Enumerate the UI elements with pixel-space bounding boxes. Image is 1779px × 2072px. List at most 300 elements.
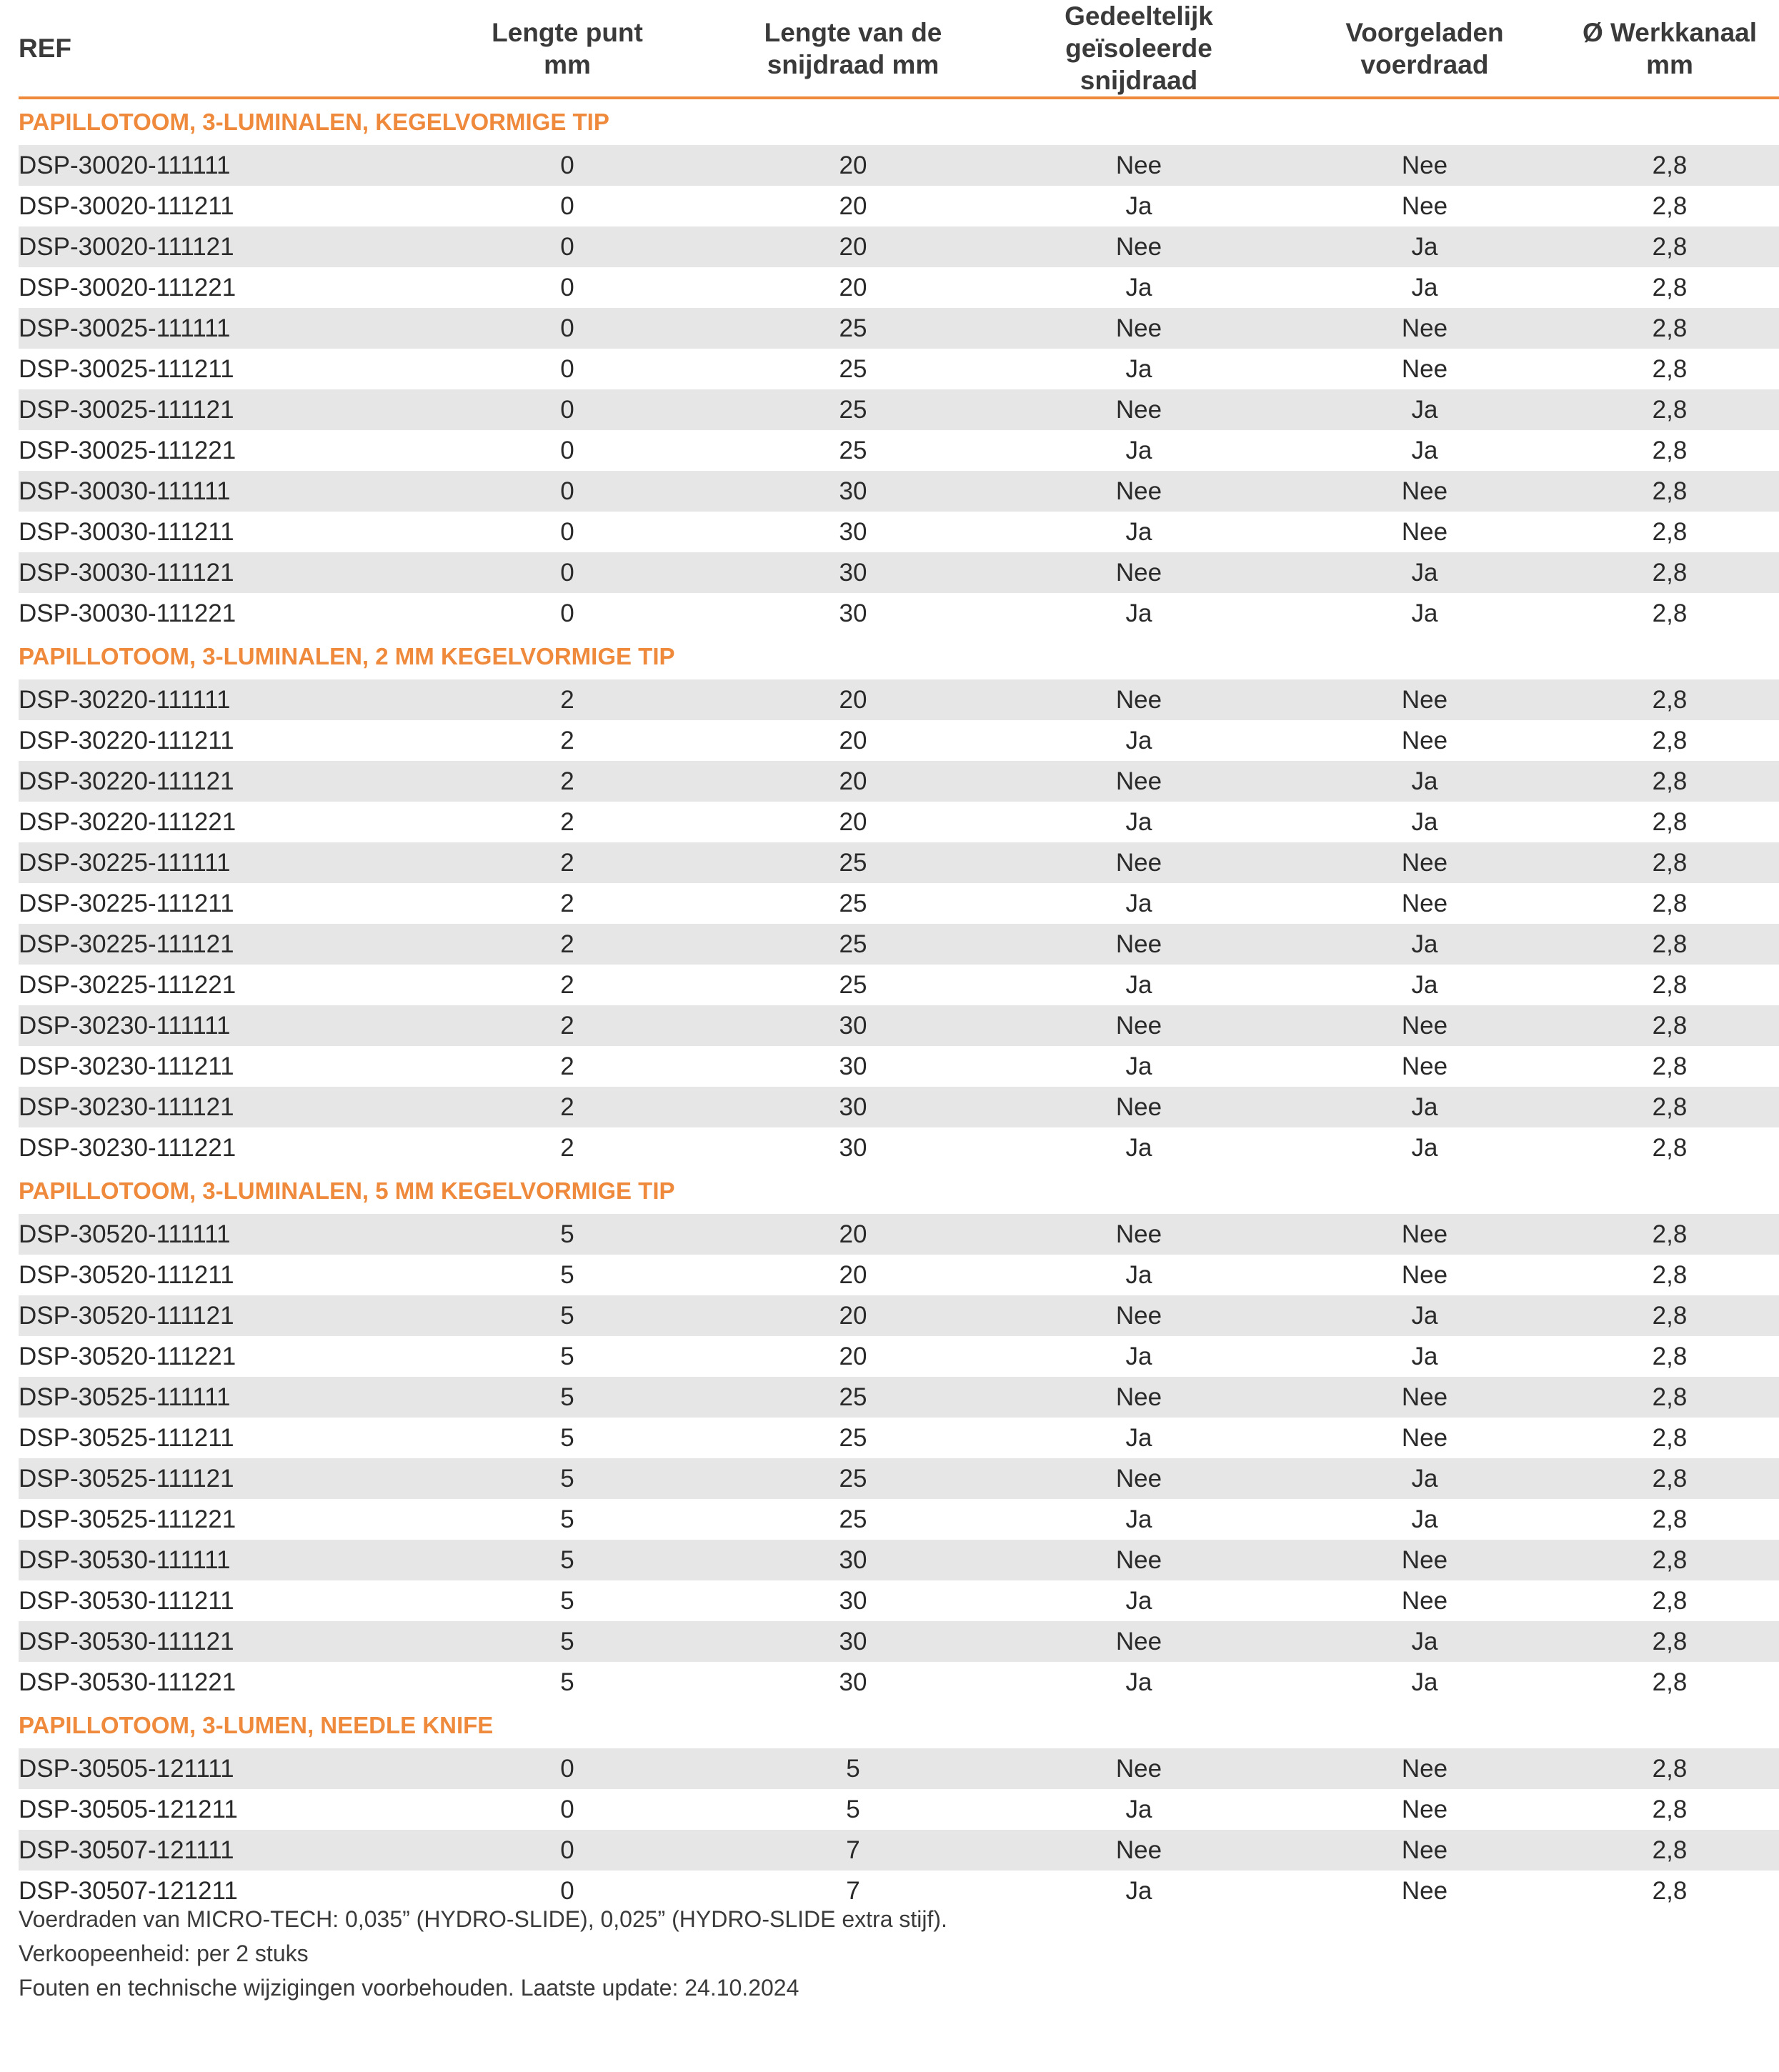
- section-title: PAPILLOTOOM, 3-LUMINALEN, KEGELVORMIGE TIP: [19, 109, 609, 135]
- table-row: [19, 552, 1779, 593]
- section-header-row: [19, 1703, 1779, 1748]
- cell-tip-length: 0: [560, 1795, 574, 1823]
- table-row: [19, 1336, 1779, 1377]
- cell-ref: DSP-30025-111111: [19, 308, 417, 349]
- header-tip-length-line1: Lengte punt: [492, 17, 643, 47]
- table-row: [19, 1748, 1779, 1789]
- cell-insulated: Nee: [989, 1458, 1289, 1499]
- header-preloaded: [1289, 0, 1560, 98]
- cell-insulated: Nee: [989, 1621, 1289, 1662]
- cell-wire-length: 20: [839, 273, 867, 302]
- cell-wire-length: 20: [839, 1260, 867, 1289]
- product-table-container: [19, 0, 1779, 1911]
- table-row: [19, 924, 1779, 965]
- cell-channel: 2,8: [1560, 761, 1779, 802]
- cell-ref: DSP-30230-111111: [19, 1005, 417, 1046]
- cell-wire-length: 25: [839, 970, 867, 999]
- cell-insulated: Nee: [989, 924, 1289, 965]
- cell-preloaded: Nee: [1401, 1423, 1448, 1452]
- table-row: [19, 1005, 1779, 1046]
- cell-insulated: Ja: [1125, 354, 1152, 383]
- cell-insulated: Ja: [1125, 1668, 1152, 1696]
- cell-preloaded: Ja: [1411, 1133, 1438, 1162]
- cell-channel: 2,8: [1652, 1586, 1688, 1615]
- cell-insulated: Ja: [1125, 517, 1152, 546]
- cell-wire-length: 25: [717, 842, 989, 883]
- table-row: [19, 226, 1779, 267]
- footnote-sales-unit: Verkoopeenheid: per 2 stuks: [19, 1941, 309, 1966]
- cell-tip-length: 0: [560, 354, 574, 383]
- cell-ref: DSP-30230-111211: [19, 1052, 234, 1080]
- table-row: [19, 145, 1779, 186]
- cell-insulated: Ja: [1125, 1342, 1152, 1370]
- cell-tip-length: 0: [560, 1876, 574, 1905]
- cell-ref: DSP-30525-111211: [19, 1423, 234, 1452]
- cell-ref: DSP-30525-111111: [19, 1377, 417, 1418]
- cell-preloaded: Ja: [1411, 1505, 1438, 1533]
- cell-ref: DSP-30530-111221: [19, 1668, 236, 1696]
- cell-channel: 2,8: [1652, 1795, 1688, 1823]
- table-row: [19, 1458, 1779, 1499]
- cell-channel: 2,8: [1652, 1668, 1688, 1696]
- cell-wire-length: 30: [717, 552, 989, 593]
- cell-tip-length: 0: [417, 1830, 717, 1871]
- cell-tip-length: 0: [560, 436, 574, 464]
- cell-ref: DSP-30520-111111: [19, 1214, 417, 1255]
- cell-tip-length: 2: [560, 1052, 574, 1080]
- cell-tip-length: 0: [560, 273, 574, 302]
- cell-insulated: Nee: [989, 761, 1289, 802]
- cell-tip-length: 0: [560, 191, 574, 220]
- cell-channel: 2,8: [1560, 226, 1779, 267]
- cell-wire-length: 20: [717, 761, 989, 802]
- cell-wire-length: 30: [717, 1005, 989, 1046]
- table-row: [19, 267, 1779, 308]
- cell-tip-length: 0: [417, 552, 717, 593]
- cell-insulated: Ja: [1125, 191, 1152, 220]
- cell-ref: DSP-30030-111121: [19, 552, 417, 593]
- table-row: [19, 1087, 1779, 1127]
- cell-tip-length: 5: [560, 1423, 574, 1452]
- cell-tip-length: 5: [560, 1505, 574, 1533]
- cell-tip-length: 2: [417, 924, 717, 965]
- cell-ref: DSP-30507-121111: [19, 1830, 417, 1871]
- header-channel: [1560, 0, 1779, 98]
- table-row: [19, 1499, 1779, 1540]
- cell-wire-length: 25: [839, 1423, 867, 1452]
- cell-channel: 2,8: [1652, 1505, 1688, 1533]
- cell-ref: DSP-30025-111211: [19, 354, 234, 383]
- cell-channel: 2,8: [1652, 970, 1688, 999]
- cell-ref: DSP-30520-111211: [19, 1260, 234, 1289]
- cell-channel: 2,8: [1560, 308, 1779, 349]
- cell-insulated: Ja: [1125, 970, 1152, 999]
- cell-insulated: Nee: [989, 145, 1289, 186]
- cell-wire-length: 25: [839, 1505, 867, 1533]
- cell-tip-length: 2: [417, 761, 717, 802]
- header-tip-length: [417, 0, 717, 98]
- cell-ref: DSP-30220-111221: [19, 807, 236, 836]
- cell-insulated: Ja: [1125, 1795, 1152, 1823]
- cell-ref: DSP-30020-111111: [19, 145, 417, 186]
- table-row: [19, 308, 1779, 349]
- cell-channel: 2,8: [1652, 354, 1688, 383]
- cell-tip-length: 5: [560, 1668, 574, 1696]
- cell-ref: DSP-30520-111121: [19, 1295, 417, 1336]
- cell-preloaded: Nee: [1401, 1795, 1448, 1823]
- cell-preloaded: Nee: [1289, 1005, 1560, 1046]
- cell-preloaded: Ja: [1289, 1621, 1560, 1662]
- table-row: [19, 1046, 1779, 1087]
- cell-ref: DSP-30030-111221: [19, 599, 236, 627]
- cell-preloaded: Ja: [1289, 924, 1560, 965]
- table-row: [19, 1662, 1779, 1703]
- section-title: PAPILLOTOOM, 3-LUMINALEN, 2 MM KEGELVORMIGE TIP: [19, 643, 675, 669]
- cell-wire-length: 20: [717, 145, 989, 186]
- table-row: [19, 1295, 1779, 1336]
- cell-preloaded: Ja: [1289, 226, 1560, 267]
- table-row: [19, 761, 1779, 802]
- cell-wire-length: 30: [717, 1540, 989, 1580]
- cell-tip-length: 0: [417, 1748, 717, 1789]
- cell-tip-length: 0: [417, 145, 717, 186]
- cell-wire-length: 25: [839, 889, 867, 917]
- cell-wire-length: 20: [717, 1214, 989, 1255]
- table-row: [19, 1789, 1779, 1830]
- table-row: [19, 430, 1779, 471]
- cell-insulated: Ja: [1125, 1052, 1152, 1080]
- cell-wire-length: 5: [846, 1795, 860, 1823]
- cell-preloaded: Ja: [1411, 599, 1438, 627]
- cell-preloaded: Ja: [1289, 1295, 1560, 1336]
- table-row: [19, 1418, 1779, 1458]
- section-header-row: [19, 634, 1779, 679]
- cell-preloaded: Ja: [1411, 1342, 1438, 1370]
- section-title: PAPILLOTOOM, 3-LUMINALEN, 5 MM KEGELVORMIGE TIP: [19, 1177, 675, 1204]
- cell-wire-length: 30: [717, 1087, 989, 1127]
- cell-channel: 2,8: [1652, 1260, 1688, 1289]
- table-row: [19, 1621, 1779, 1662]
- cell-insulated: Nee: [989, 552, 1289, 593]
- cell-tip-length: 0: [560, 599, 574, 627]
- cell-ref: DSP-30025-111221: [19, 436, 236, 464]
- cell-tip-length: 5: [417, 1621, 717, 1662]
- cell-channel: 2,8: [1560, 1458, 1779, 1499]
- header-channel-line2: mm: [1646, 49, 1693, 79]
- cell-ref: DSP-30220-111111: [19, 679, 417, 720]
- cell-wire-length: 25: [717, 389, 989, 430]
- cell-ref: DSP-30530-111211: [19, 1586, 234, 1615]
- cell-channel: 2,8: [1560, 1621, 1779, 1662]
- cell-channel: 2,8: [1652, 517, 1688, 546]
- cell-insulated: Nee: [989, 1830, 1289, 1871]
- cell-ref: DSP-30225-111121: [19, 924, 417, 965]
- cell-tip-length: 5: [417, 1295, 717, 1336]
- cell-preloaded: Nee: [1289, 1214, 1560, 1255]
- cell-ref: DSP-30030-111211: [19, 517, 234, 546]
- cell-wire-length: 30: [717, 1621, 989, 1662]
- section-header-row: [19, 98, 1779, 145]
- table-row: [19, 802, 1779, 842]
- cell-ref: DSP-30025-111121: [19, 389, 417, 430]
- cell-preloaded: Nee: [1289, 679, 1560, 720]
- cell-insulated: Nee: [989, 1377, 1289, 1418]
- cell-wire-length: 30: [839, 1052, 867, 1080]
- cell-tip-length: 5: [417, 1377, 717, 1418]
- cell-channel: 2,8: [1560, 1377, 1779, 1418]
- cell-channel: 2,8: [1560, 471, 1779, 512]
- header-row: [19, 0, 1779, 98]
- cell-tip-length: 0: [417, 471, 717, 512]
- cell-channel: 2,8: [1560, 1540, 1779, 1580]
- cell-ref: DSP-30520-111221: [19, 1342, 236, 1370]
- cell-ref: DSP-30030-111111: [19, 471, 417, 512]
- cell-insulated: Ja: [1125, 1505, 1152, 1533]
- cell-wire-length: 20: [839, 191, 867, 220]
- cell-insulated: Nee: [989, 389, 1289, 430]
- cell-insulated: Nee: [989, 842, 1289, 883]
- cell-preloaded: Nee: [1401, 726, 1448, 754]
- cell-preloaded: Nee: [1289, 145, 1560, 186]
- cell-channel: 2,8: [1560, 679, 1779, 720]
- header-insulated-line2: snijdraad: [1080, 66, 1198, 95]
- cell-insulated: Ja: [1125, 1876, 1152, 1905]
- cell-channel: 2,8: [1652, 599, 1688, 627]
- cell-ref: DSP-30020-111211: [19, 191, 234, 220]
- cell-wire-length: 20: [839, 807, 867, 836]
- cell-preloaded: Nee: [1289, 471, 1560, 512]
- header-ref-label: REF: [19, 34, 71, 63]
- cell-channel: 2,8: [1652, 191, 1688, 220]
- table-row: [19, 720, 1779, 761]
- cell-tip-length: 2: [417, 679, 717, 720]
- table-row: [19, 1127, 1779, 1168]
- cell-wire-length: 25: [717, 924, 989, 965]
- cell-ref: DSP-30525-111121: [19, 1458, 417, 1499]
- section-title: PAPILLOTOOM, 3-LUMEN, NEEDLE KNIFE: [19, 1712, 494, 1738]
- table-header: [19, 0, 1779, 98]
- cell-insulated: Ja: [1125, 889, 1152, 917]
- cell-insulated: Nee: [989, 308, 1289, 349]
- cell-channel: 2,8: [1652, 1133, 1688, 1162]
- table-row: [19, 965, 1779, 1005]
- cell-insulated: Nee: [989, 1295, 1289, 1336]
- cell-insulated: Nee: [989, 1540, 1289, 1580]
- cell-tip-length: 2: [560, 807, 574, 836]
- cell-tip-length: 5: [560, 1342, 574, 1370]
- cell-ref: DSP-30220-111211: [19, 726, 234, 754]
- cell-insulated: Nee: [989, 1748, 1289, 1789]
- table-row: [19, 1214, 1779, 1255]
- footnote-disclaimer: Fouten en technische wijzigingen voorbehouden. Laatste update: 24.10.2024: [19, 1975, 799, 2001]
- table-row: [19, 593, 1779, 634]
- cell-ref: DSP-30530-111111: [19, 1540, 417, 1580]
- cell-ref: DSP-30220-111121: [19, 761, 417, 802]
- footnote-guidewires: Voerdraden van MICRO-TECH: 0,035” (HYDRO-SLIDE), 0,025” (HYDRO-SLIDE extra stijf).: [19, 1906, 947, 1932]
- cell-ref: DSP-30507-121211: [19, 1876, 238, 1905]
- cell-tip-length: 5: [417, 1540, 717, 1580]
- cell-ref: DSP-30225-111221: [19, 970, 236, 999]
- cell-insulated: Ja: [1125, 599, 1152, 627]
- cell-wire-length: 30: [839, 1133, 867, 1162]
- cell-ref: DSP-30505-121111: [19, 1748, 417, 1789]
- table-row: [19, 471, 1779, 512]
- table-row: [19, 1830, 1779, 1871]
- cell-channel: 2,8: [1560, 924, 1779, 965]
- cell-insulated: Ja: [1125, 1260, 1152, 1289]
- cell-channel: 2,8: [1652, 1423, 1688, 1452]
- cell-insulated: Ja: [1125, 807, 1152, 836]
- header-ref: [19, 0, 417, 98]
- cell-tip-length: 5: [417, 1214, 717, 1255]
- header-insulated-line1: Gedeeltelijk geïsoleerde: [1065, 1, 1213, 63]
- cell-wire-length: 20: [717, 679, 989, 720]
- table-row: [19, 1540, 1779, 1580]
- cell-preloaded: Nee: [1401, 1260, 1448, 1289]
- cell-channel: 2,8: [1652, 889, 1688, 917]
- cell-tip-length: 2: [560, 970, 574, 999]
- cell-tip-length: 0: [417, 389, 717, 430]
- cell-preloaded: Ja: [1411, 273, 1438, 302]
- cell-wire-length: 30: [839, 1586, 867, 1615]
- cell-preloaded: Nee: [1289, 1830, 1560, 1871]
- cell-ref: DSP-30505-121211: [19, 1795, 238, 1823]
- cell-insulated: Nee: [989, 226, 1289, 267]
- header-channel-line1: Ø Werkkanaal: [1582, 17, 1758, 47]
- cell-channel: 2,8: [1560, 1005, 1779, 1046]
- cell-tip-length: 5: [560, 1586, 574, 1615]
- cell-insulated: Ja: [1125, 1133, 1152, 1162]
- cell-preloaded: Ja: [1411, 1668, 1438, 1696]
- table-row: [19, 883, 1779, 924]
- cell-wire-length: 30: [839, 599, 867, 627]
- cell-preloaded: Nee: [1289, 842, 1560, 883]
- cell-channel: 2,8: [1560, 1214, 1779, 1255]
- cell-wire-length: 5: [717, 1748, 989, 1789]
- cell-tip-length: 2: [560, 1133, 574, 1162]
- cell-tip-length: 0: [560, 517, 574, 546]
- cell-wire-length: 25: [717, 308, 989, 349]
- table-row: [19, 842, 1779, 883]
- cell-preloaded: Ja: [1289, 389, 1560, 430]
- cell-insulated: Ja: [1125, 726, 1152, 754]
- cell-channel: 2,8: [1560, 1830, 1779, 1871]
- cell-wire-length: 20: [839, 1342, 867, 1370]
- cell-preloaded: Nee: [1289, 1377, 1560, 1418]
- cell-tip-length: 0: [417, 226, 717, 267]
- cell-preloaded: Ja: [1289, 1458, 1560, 1499]
- cell-channel: 2,8: [1652, 1876, 1688, 1905]
- cell-preloaded: Ja: [1289, 552, 1560, 593]
- cell-wire-length: 25: [717, 1458, 989, 1499]
- cell-channel: 2,8: [1560, 389, 1779, 430]
- cell-tip-length: 2: [560, 726, 574, 754]
- footnotes: [19, 1902, 1733, 2005]
- cell-insulated: Ja: [1125, 273, 1152, 302]
- cell-tip-length: 5: [560, 1260, 574, 1289]
- cell-wire-length: 30: [717, 471, 989, 512]
- cell-channel: 2,8: [1560, 1295, 1779, 1336]
- cell-preloaded: Nee: [1401, 1052, 1448, 1080]
- cell-wire-length: 20: [717, 226, 989, 267]
- cell-channel: 2,8: [1652, 436, 1688, 464]
- cell-insulated: Nee: [989, 471, 1289, 512]
- header-preloaded-line1: Voorgeladen: [1345, 17, 1504, 47]
- cell-insulated: Ja: [1125, 1586, 1152, 1615]
- table-row: [19, 186, 1779, 226]
- cell-tip-length: 2: [417, 1087, 717, 1127]
- cell-channel: 2,8: [1560, 1087, 1779, 1127]
- cell-tip-length: 2: [560, 889, 574, 917]
- cell-channel: 2,8: [1652, 1342, 1688, 1370]
- cell-preloaded: Nee: [1289, 1748, 1560, 1789]
- cell-preloaded: Nee: [1401, 354, 1448, 383]
- cell-channel: 2,8: [1652, 807, 1688, 836]
- cell-preloaded: Nee: [1289, 1540, 1560, 1580]
- cell-ref: DSP-30020-111221: [19, 273, 236, 302]
- cell-channel: 2,8: [1652, 273, 1688, 302]
- cell-preloaded: Nee: [1401, 1586, 1448, 1615]
- cell-tip-length: 0: [417, 308, 717, 349]
- cell-wire-length: 25: [839, 436, 867, 464]
- header-wire-length: [717, 0, 989, 98]
- cell-preloaded: Nee: [1401, 191, 1448, 220]
- cell-wire-length: 7: [717, 1830, 989, 1871]
- product-table: [19, 0, 1779, 1911]
- cell-channel: 2,8: [1560, 842, 1779, 883]
- cell-insulated: Nee: [989, 1214, 1289, 1255]
- table-row: [19, 1255, 1779, 1295]
- cell-preloaded: Ja: [1289, 761, 1560, 802]
- cell-wire-length: 20: [717, 1295, 989, 1336]
- cell-wire-length: 20: [839, 726, 867, 754]
- header-tip-length-line2: mm: [544, 49, 591, 79]
- table-row: [19, 1580, 1779, 1621]
- cell-tip-length: 5: [417, 1458, 717, 1499]
- cell-insulated: Ja: [1125, 436, 1152, 464]
- table-row: [19, 349, 1779, 389]
- cell-insulated: Nee: [989, 1087, 1289, 1127]
- header-wire-length-line2: snijdraad mm: [767, 49, 940, 79]
- cell-tip-length: 2: [417, 1005, 717, 1046]
- cell-preloaded: Nee: [1401, 1876, 1448, 1905]
- cell-tip-length: 2: [417, 842, 717, 883]
- cell-preloaded: Ja: [1411, 807, 1438, 836]
- table-row: [19, 1377, 1779, 1418]
- cell-ref: DSP-30225-111211: [19, 889, 234, 917]
- cell-preloaded: Nee: [1289, 308, 1560, 349]
- cell-wire-length: 25: [717, 1377, 989, 1418]
- cell-insulated: Nee: [989, 679, 1289, 720]
- cell-wire-length: 7: [846, 1876, 860, 1905]
- cell-ref: DSP-30230-111121: [19, 1087, 417, 1127]
- cell-preloaded: Ja: [1411, 436, 1438, 464]
- cell-insulated: Ja: [1125, 1423, 1152, 1452]
- cell-channel: 2,8: [1560, 552, 1779, 593]
- cell-channel: 2,8: [1652, 1052, 1688, 1080]
- cell-preloaded: Ja: [1411, 970, 1438, 999]
- header-insulated: [989, 0, 1289, 98]
- cell-ref: DSP-30230-111221: [19, 1133, 236, 1162]
- cell-wire-length: 30: [839, 1668, 867, 1696]
- cell-channel: 2,8: [1560, 145, 1779, 186]
- cell-preloaded: Nee: [1401, 889, 1448, 917]
- section-header-row: [19, 1168, 1779, 1214]
- cell-preloaded: Ja: [1289, 1087, 1560, 1127]
- cell-channel: 2,8: [1560, 1748, 1779, 1789]
- cell-ref: DSP-30020-111121: [19, 226, 417, 267]
- cell-wire-length: 25: [839, 354, 867, 383]
